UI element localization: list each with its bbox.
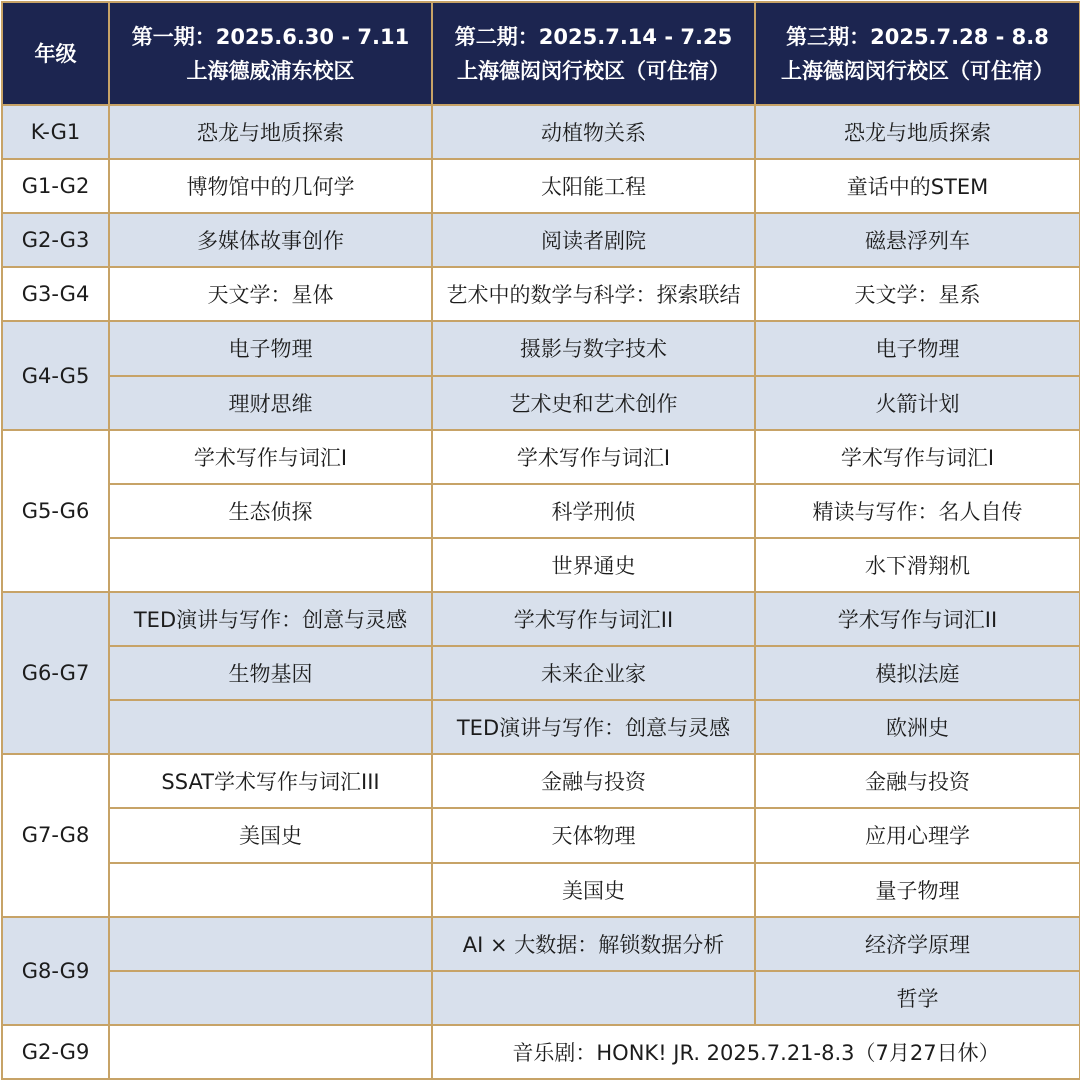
course-cell-session-3: 量子物理 <box>755 863 1080 917</box>
course-cell-session-3: 经济学原理 <box>755 917 1080 971</box>
course-cell-session-2: 艺术史和艺术创作 <box>432 376 755 430</box>
grade-cell: K-G1 <box>2 105 109 159</box>
course-cell-session-3: 天文学：星系 <box>755 267 1080 321</box>
table-header <box>2 2 1080 105</box>
course-cell-session-1: 理财思维 <box>109 376 432 430</box>
course-cell-session-1: 生态侦探 <box>109 484 432 538</box>
grade-cell: G4-G5 <box>2 321 109 429</box>
table-row <box>2 646 1080 700</box>
musical-cell: 音乐剧：HONK! JR. 2025.7.21-8.3（7月27日休） <box>432 1025 1080 1079</box>
course-cell-session-1: 学术写作与词汇I <box>109 430 432 484</box>
schedule-table <box>1 1 1080 1080</box>
course-cell-session-1 <box>109 917 432 971</box>
grade-cell: G1-G2 <box>2 159 109 213</box>
course-cell-session-2: 动植物关系 <box>432 105 755 159</box>
table-row <box>2 267 1080 321</box>
course-cell-session-1: 电子物理 <box>109 321 432 375</box>
course-cell-session-2: 金融与投资 <box>432 754 755 808</box>
grade-cell: G7-G8 <box>2 754 109 916</box>
course-cell-session-2: 艺术中的数学与科学：探索联结 <box>432 267 755 321</box>
table-row <box>2 321 1080 375</box>
course-cell-session-3: 欧洲史 <box>755 700 1080 754</box>
table-row <box>2 538 1080 592</box>
course-cell-session-2: 天体物理 <box>432 808 755 862</box>
course-cell-session-2: 世界通史 <box>432 538 755 592</box>
course-cell-session-2: 阅读者剧院 <box>432 213 755 267</box>
table-row <box>2 917 1080 971</box>
course-cell-session-1: 美国史 <box>109 808 432 862</box>
course-cell-session-3: 金融与投资 <box>755 754 1080 808</box>
course-cell-session-3: 哲学 <box>755 971 1080 1025</box>
grade-cell: G6-G7 <box>2 592 109 754</box>
course-cell-session-3: 模拟法庭 <box>755 646 1080 700</box>
course-cell-session-2: 学术写作与词汇I <box>432 430 755 484</box>
table-row <box>2 213 1080 267</box>
course-cell-session-2: 未来企业家 <box>432 646 755 700</box>
course-cell-session-1 <box>109 700 432 754</box>
course-cell-session-1: TED演讲与写作：创意与灵感 <box>109 592 432 646</box>
course-cell-session-2: 科学刑侦 <box>432 484 755 538</box>
course-cell-session-1: 生物基因 <box>109 646 432 700</box>
course-cell-session-1: 恐龙与地质探索 <box>109 105 432 159</box>
header-grade: 年级 <box>2 2 109 105</box>
session-3-period: 第三期：2025.7.28 - 8.8 <box>786 24 1049 49</box>
grade-cell: G2-G3 <box>2 213 109 267</box>
table-row <box>2 592 1080 646</box>
course-cell-session-1: 多媒体故事创作 <box>109 213 432 267</box>
course-cell-session-1 <box>109 538 432 592</box>
course-cell-session-1: 博物馆中的几何学 <box>109 159 432 213</box>
table-row <box>2 159 1080 213</box>
course-cell-session-2: 学术写作与词汇II <box>432 592 755 646</box>
session-1-period: 第一期：2025.6.30 - 7.11 <box>131 24 410 49</box>
grade-cell: G2-G9 <box>2 1025 109 1079</box>
course-cell-session-3: 童话中的STEM <box>755 159 1080 213</box>
course-cell-session-3: 电子物理 <box>755 321 1080 375</box>
course-cell-session-3: 精读与写作：名人自传 <box>755 484 1080 538</box>
table-row <box>2 484 1080 538</box>
session-1-campus: 上海德威浦东校区 <box>186 58 355 83</box>
course-cell-session-2: 美国史 <box>432 863 755 917</box>
course-cell-session-1 <box>109 863 432 917</box>
course-cell-session-1 <box>109 971 432 1025</box>
course-cell-session-2: 摄影与数字技术 <box>432 321 755 375</box>
course-cell-session-1: 天文学：星体 <box>109 267 432 321</box>
session-2-campus: 上海德闳闵行校区（可住宿） <box>457 58 730 83</box>
header-session-2 <box>432 2 755 105</box>
session-2-period: 第二期：2025.7.14 - 7.25 <box>454 24 733 49</box>
grade-cell: G5-G6 <box>2 430 109 592</box>
course-cell-session-3: 应用心理学 <box>755 808 1080 862</box>
course-cell-session-3: 火箭计划 <box>755 376 1080 430</box>
course-cell-session-2: AI × 大数据：解锁数据分析 <box>432 917 755 971</box>
table-row <box>2 863 1080 917</box>
table-row <box>2 1025 1080 1079</box>
header-session-1 <box>109 2 432 105</box>
course-cell-session-3: 学术写作与词汇I <box>755 430 1080 484</box>
course-cell-session-3: 磁悬浮列车 <box>755 213 1080 267</box>
grade-cell: G3-G4 <box>2 267 109 321</box>
table-row <box>2 971 1080 1025</box>
course-cell-session-2: TED演讲与写作：创意与灵感 <box>432 700 755 754</box>
table-row <box>2 808 1080 862</box>
header-session-3 <box>755 2 1080 105</box>
table-row <box>2 376 1080 430</box>
table-row <box>2 754 1080 808</box>
course-cell-session-1: SSAT学术写作与词汇III <box>109 754 432 808</box>
course-cell-session-2 <box>432 971 755 1025</box>
course-cell-session-3: 恐龙与地质探索 <box>755 105 1080 159</box>
session-3-campus: 上海德闳闵行校区（可住宿） <box>781 58 1054 83</box>
course-cell-session-3: 学术写作与词汇II <box>755 592 1080 646</box>
course-cell-session-2: 太阳能工程 <box>432 159 755 213</box>
table-row <box>2 700 1080 754</box>
table-body <box>2 105 1080 1079</box>
table-row <box>2 430 1080 484</box>
course-cell-session-1 <box>109 1025 432 1079</box>
grade-cell: G8-G9 <box>2 917 109 1025</box>
course-cell-session-3: 水下滑翔机 <box>755 538 1080 592</box>
table-row <box>2 105 1080 159</box>
